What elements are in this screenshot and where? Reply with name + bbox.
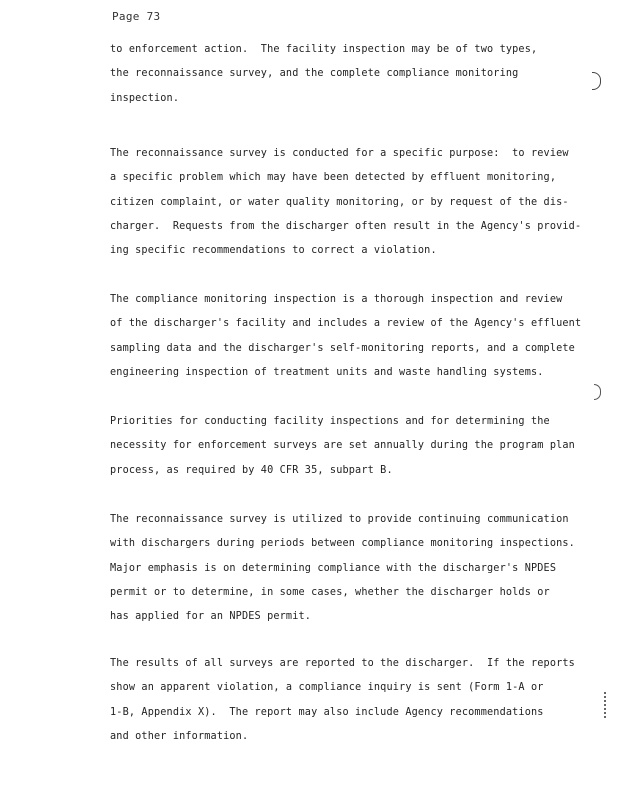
text-line: to enforcement action. The facility inspection may be of two types, [110, 44, 538, 55]
text-line: show an apparent violation, a compliance inquiry is sent (Form 1-A or [110, 682, 544, 694]
text-line: permit or to determine, in some cases, whether the discharger holds or [110, 586, 550, 598]
scan-speckle [604, 692, 608, 718]
paragraph-2 [110, 142, 580, 263]
text-line: Major emphasis is on determining compliance with the discharger's NPDES [110, 562, 557, 574]
text-line: necessity for enforcement surveys are set annually during the program plan [110, 440, 575, 452]
text-line: The reconnaissance survey is utilized to provide continuing communication [110, 514, 569, 525]
binding-hole-mark [592, 72, 601, 90]
page-number: Page 73 [112, 10, 161, 23]
text-line: process, as required by 40 CFR 35, subpart B. [110, 464, 393, 476]
text-line: with dischargers during periods between compliance monitoring inspections. [110, 538, 575, 550]
text-line: the reconnaissance survey, and the complete compliance monitoring [110, 68, 519, 80]
text-line: charger. Requests from the discharger often result in the Agency's provid- [110, 220, 582, 232]
paragraph-5 [110, 508, 580, 629]
text-line: engineering inspection of treatment units and waste handling systems. [110, 366, 544, 378]
paragraph-3 [110, 288, 580, 385]
text-line: a specific problem which may have been detected by effluent monitoring, [110, 172, 557, 184]
text-line: has applied for an NPDES permit. [110, 611, 312, 623]
text-line: sampling data and the discharger's self-monitoring reports, and a complete [110, 342, 575, 354]
text-line: of the discharger's facility and includes a review of the Agency's effluent [110, 318, 582, 330]
paragraph-6 [110, 652, 580, 749]
text-line: Priorities for conducting facility inspections and for determining the [110, 416, 550, 427]
binding-hole-mark [594, 384, 601, 400]
text-line: inspection. [110, 92, 180, 104]
text-line: and other information. [110, 730, 249, 742]
text-line: 1-B, Appendix X). The report may also include Agency recommendations [110, 706, 544, 718]
text-line: The results of all surveys are reported to the discharger. If the reports [110, 658, 575, 669]
text-line: citizen complaint, or water quality monitoring, or by request of the dis- [110, 196, 569, 208]
text-line: ing specific recommendations to correct a violation. [110, 245, 437, 257]
paragraph-4 [110, 410, 580, 483]
text-line: The reconnaissance survey is conducted for a specific purpose: to review [110, 148, 569, 159]
text-line: The compliance monitoring inspection is a thorough inspection and review [110, 294, 563, 305]
paragraph-1 [110, 38, 580, 111]
